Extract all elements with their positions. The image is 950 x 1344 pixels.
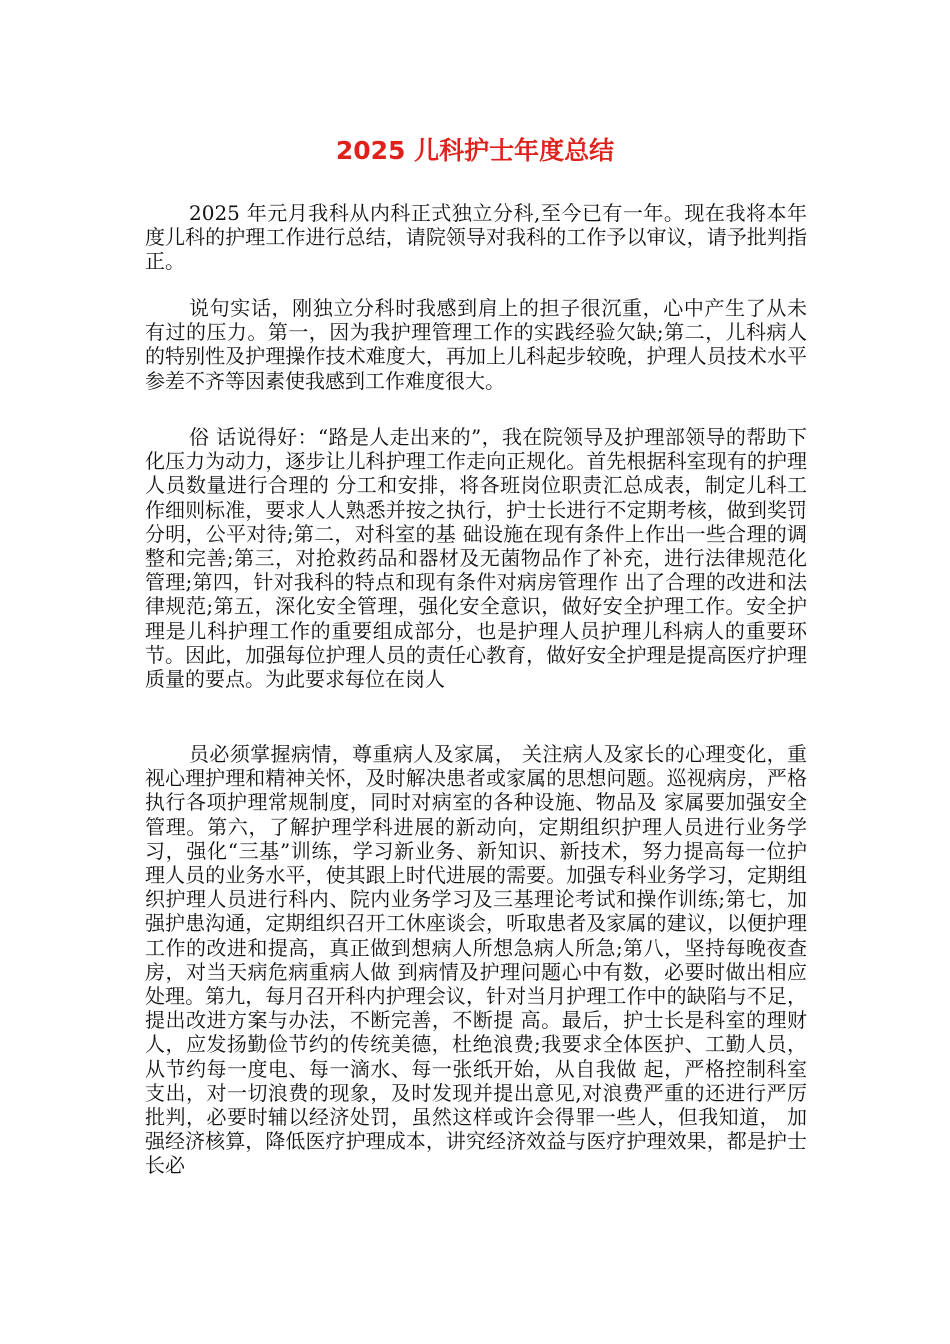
paragraph-2: 说句实话，刚独立分科时我感到肩上的担子很沉重，心中产生了从未有过的压力。第一，因为我护理管理工作的实践经验欠缺;第二，儿科病人的特别性及护理操作技术难度大，再加上儿科起步较晚，护理人员技术水平参差不齐等因素使我感到工作难度很大。 bbox=[145, 296, 807, 393]
paragraph-1: 2025 年元月我科从内科正式独立分科,至今已有一年。现在我将本年度儿科的护理工作进行总结，请院领导对我科的工作予以审议，请予批判指正。 bbox=[145, 201, 807, 274]
paragraph-3: 俗 话说得好：“路是人走出来的”，我在院领导及护理部领导的帮助下化压力为动力，逐步让儿科护理工作走向正规化。首先根据科室现有的护理人员数量进行合理的 分工和安排，将各班岗位职责汇总成表，制定儿科工作细则标准，要求人人熟悉并按之执行，护士长进行不定期考核，做到奖罚分明，公平对待;第二，对科室的基 础设施在现有条件上作出一些合理的调整和完善;第三，对抢救药品和器材及无菌物品作了补充，进行法律规范化管理;第四，针对我科的特点和现有条件对病房管理作 出了合理的改进和法律规范;第五，深化安全管理，强化安全意识，做好安全护理工作。安全护理是儿科护理工作的重要组成部分，也是护理人员护理儿科病人的重要环 节。因此，加强每位护理人员的责任心教育，做好安全护理是提高医疗护理质量的要点。为此要求每位在岗人 bbox=[145, 425, 807, 692]
paragraph-4: 员必须掌握病情，尊重病人及家属， 关注病人及家长的心理变化，重视心理护理和精神关怀，及时解决患者或家属的思想问题。巡视病房，严格执行各项护理常规制度，同时对病室的各种设施、物品及 家属要加强安全管理。第六，了解护理学科进展的新动向，定期组织护理人员进行业务学习，强化“三基”训练，学习新业务、新知识、新技术，努力提高每一位护 理人员的业务水平，使其跟上时代进展的需要。加强专科业务学习，定期组织护理人员进行科内、院内业务学习及三基理论考试和操作训练;第七，加强护患沟通，定期组织召开工休座谈会，听取患者及家属的建议，以便护理工作的改进和提高，真正做到想病人所想急病人所急;第八，坚持每晚夜查房，对当天病危病重病人做 到病情及护理问题心中有数，必要时做出相应处理。第九，每月召开科内护理会议，针对当月护理工作中的缺陷与不足，提出改进方案与办法，不断完善，不断提 高。最后，护士长是科室的理财人，应发扬勤俭节约的传统美德，杜绝浪费;我要求全体医护、工勤人员，从节约每一度电、每一滴水、每一张纸开始，从自我做 起，严格控制科室支出，对一切浪费的现象，及时发现并提出意见,对浪费严重的还进行严厉批判，必要时辅以经济处罚，虽然这样或许会得罪一些人，但我知道， 加强经济核算，降低医疗护理成本，讲究经济效益与医疗护理效果，都是护士长必 bbox=[145, 742, 807, 1178]
document-title: 2025 儿科护士年度总结 bbox=[335, 136, 615, 165]
